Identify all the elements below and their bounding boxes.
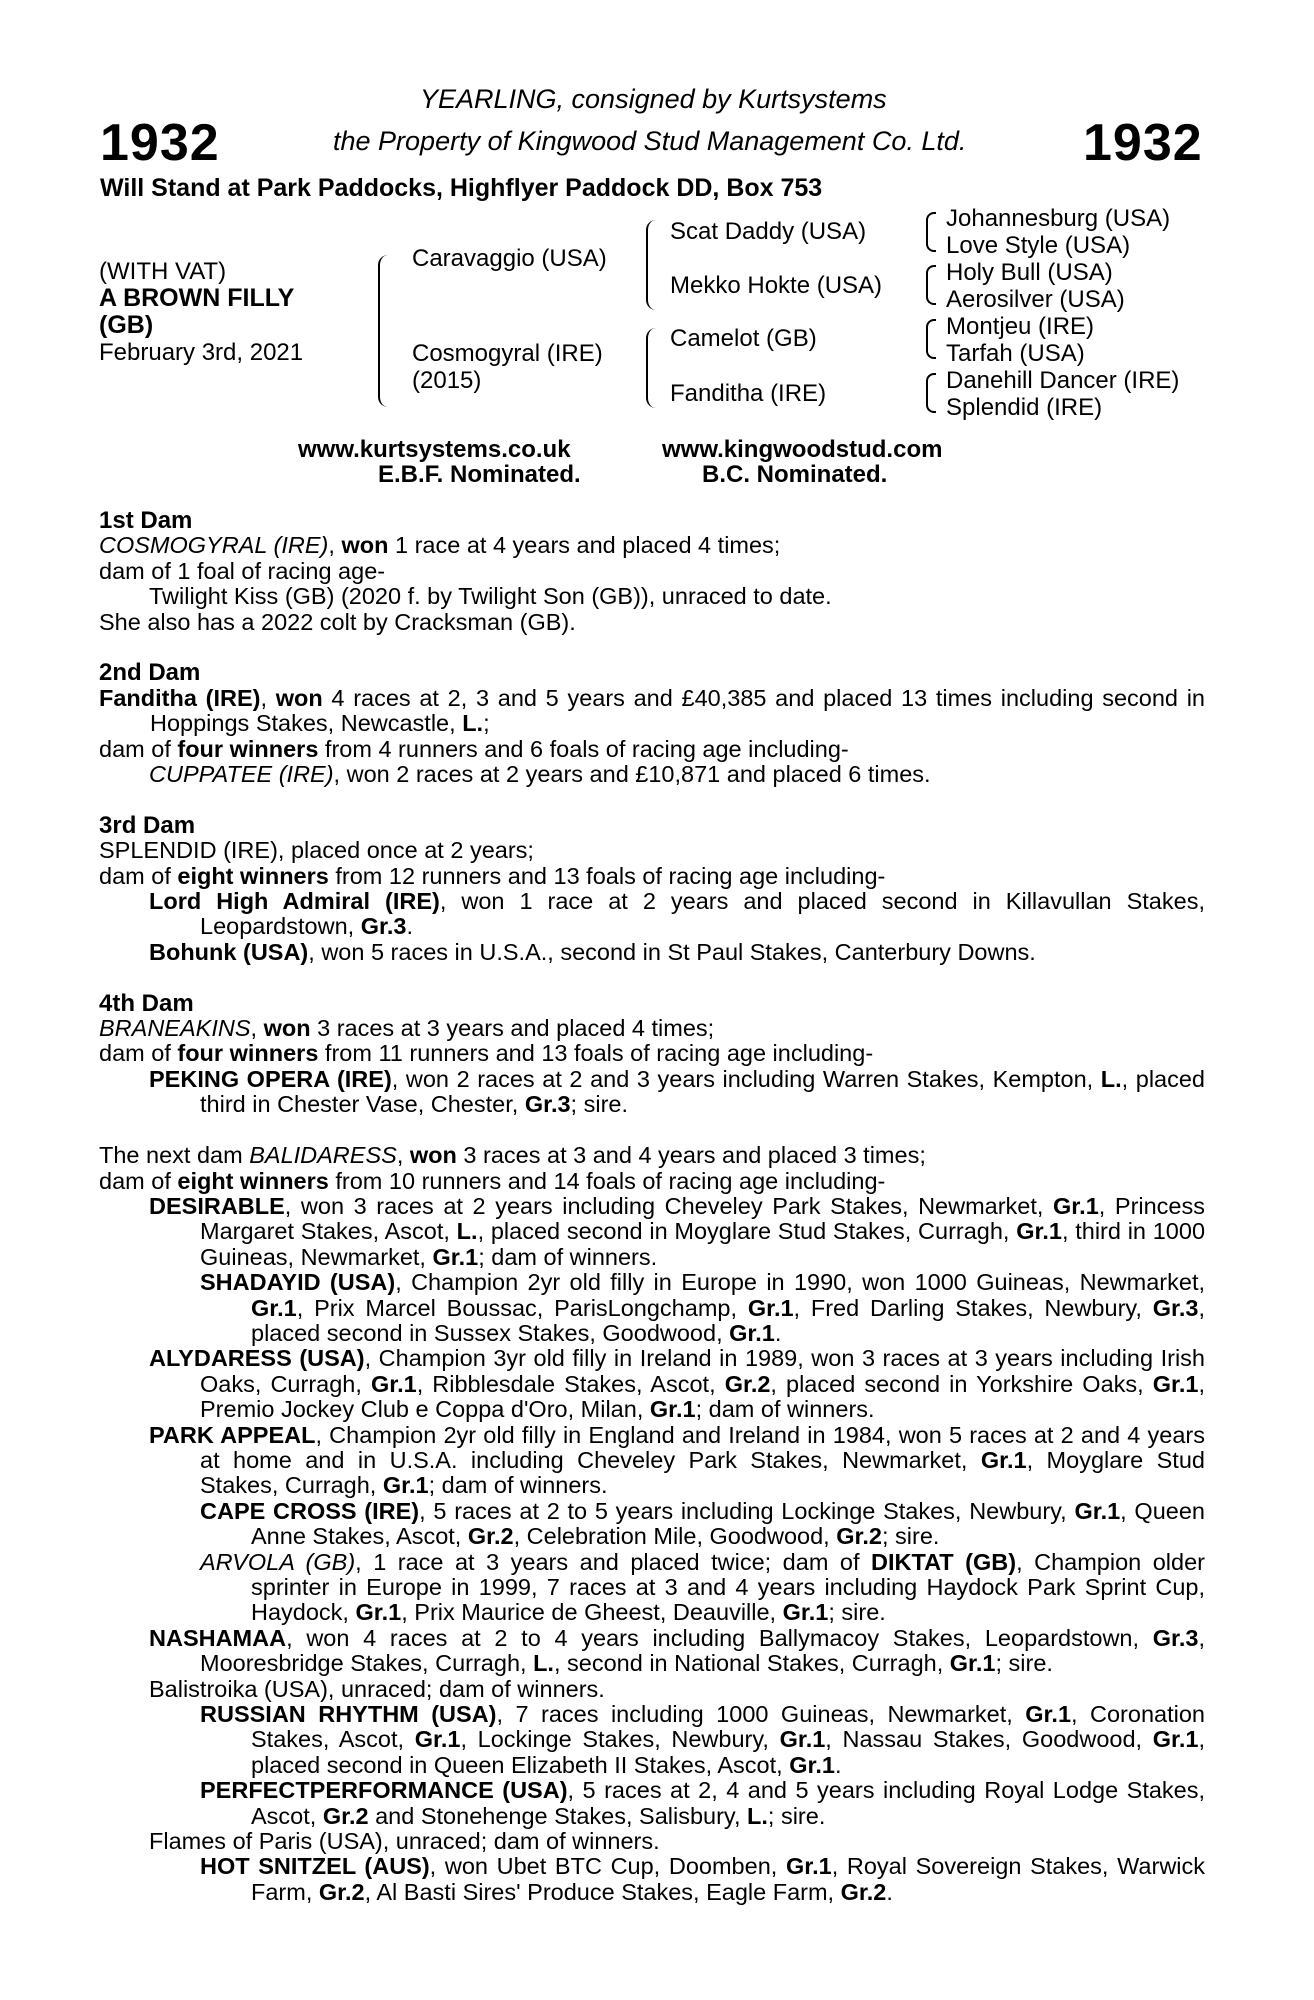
- dam-dam-name: Fanditha (IRE): [670, 380, 827, 407]
- sire-name: Caravaggio (USA): [412, 245, 607, 272]
- sire-sire-name: Scat Daddy (USA): [670, 218, 867, 245]
- grade: Gr.1: [729, 1319, 775, 1346]
- dam-name: Fanditha (IRE): [99, 684, 261, 711]
- dam-name: Cosmogyral (IRE): [412, 340, 603, 367]
- dd-sire-name: Danehill Dancer (IRE): [946, 367, 1180, 394]
- first-dam-summary: [99, 533, 1205, 558]
- property-line: the Property of Kingwood Stud Management Co. Ltd.: [333, 126, 967, 156]
- record-text: .: [834, 1751, 842, 1778]
- grade: Gr.2: [467, 1523, 514, 1550]
- horse-name: HOT SNITZEL (AUS): [200, 1853, 430, 1880]
- grade: Gr.1: [1074, 1497, 1121, 1524]
- grade: Gr.3: [1152, 1294, 1199, 1321]
- record-text: ; sire.: [767, 1802, 826, 1829]
- winners-count: eight winners: [177, 1167, 329, 1194]
- record-text: ; sire.: [828, 1599, 886, 1626]
- stud-website[interactable]: www.kingwoodstud.com: [662, 436, 943, 463]
- produce-entry-alydaress: [99, 1346, 1205, 1422]
- horse-name: SHADAYID (USA): [200, 1269, 396, 1296]
- text: dam of: [99, 1040, 178, 1067]
- produce-entry-nashamaa: [99, 1626, 1205, 1677]
- text: from 10 runners and 14 foals of racing age including-: [328, 1167, 886, 1194]
- second-dam-summary: [99, 686, 1205, 737]
- record-text: , third in 1000 Guineas, Newmarket,: [200, 1218, 1206, 1270]
- third-dam-produce: [99, 864, 1205, 889]
- text: dam of: [99, 1167, 178, 1194]
- horse-name: Lord High Admiral (IRE): [149, 888, 440, 915]
- grade: Gr.3: [1152, 1624, 1199, 1651]
- second-dam-produce: [99, 737, 1205, 762]
- ss-dam-name: Love Style (USA): [946, 232, 1131, 259]
- second-dam-heading: 2nd Dam: [99, 659, 201, 687]
- record-text: , won 2 races at 2 years and £10,871 and placed 6 times.: [333, 761, 931, 788]
- horse-name: PEKING OPERA (IRE): [149, 1065, 392, 1092]
- winners-count: four winners: [177, 735, 319, 762]
- grade: L.: [456, 1218, 478, 1245]
- record-text: , won 3 races at 2 years including Cheveley Park Stakes, Newmarket,: [284, 1192, 1054, 1219]
- record-text: , won Ubet BTC Cup, Doomben,: [429, 1853, 786, 1880]
- record-text: , Celebration Mile, Goodwood,: [513, 1523, 837, 1550]
- horse-name: DIKTAT (GB): [871, 1548, 1017, 1575]
- dam-name: BALIDARESS: [249, 1142, 397, 1169]
- record-text: , placed second in Moyglare Stud Stakes, Curragh,: [477, 1218, 1017, 1245]
- grade: Gr.1: [949, 1650, 996, 1677]
- record-text: , Moyglare Stud Stakes, Curragh,: [200, 1446, 1205, 1499]
- record-text: , Mooresbridge Stakes, Curragh,: [200, 1624, 1205, 1677]
- grade: Gr.1: [1016, 1218, 1062, 1245]
- punctuation: .: [406, 913, 413, 940]
- first-dam-foals: dam of 1 foal of racing age-: [99, 557, 386, 584]
- bc-nomination: B.C. Nominated.: [702, 461, 888, 488]
- record-text: , second in National Stakes, Curragh,: [553, 1650, 950, 1677]
- horse-name: ARVOLA (GB): [200, 1548, 356, 1575]
- produce-entry-perfectperformance: [99, 1778, 1205, 1829]
- pedigree-brace-sire: [646, 220, 658, 310]
- record-text: , won 1 race at 2 years and placed second in Killavullan Stakes, Leopardstown,: [200, 888, 1205, 940]
- produce-entry: [99, 1067, 1205, 1118]
- produce-entry-balistroika: Balistroika (USA), unraced; dam of winners.: [149, 1675, 605, 1702]
- record-text: 4 races at 2, 3 and 5 years and £40,385 and placed 13 times including second in Hoppings Stakes, Newcastle,: [150, 684, 1206, 737]
- grade: Gr.2: [322, 1802, 369, 1829]
- dd-dam-name: Splendid (IRE): [946, 394, 1103, 421]
- text: dam of: [99, 862, 178, 889]
- produce-entry-arvola: [99, 1550, 1205, 1626]
- catalogue-body: [99, 508, 1205, 1905]
- record-text: 1 race at 4 years and placed 4 times;: [388, 532, 781, 559]
- record-text: , placed second in Yorkshire Oaks,: [770, 1370, 1153, 1397]
- grade: Gr.1: [1152, 1370, 1199, 1397]
- sd-dam-name: Aerosilver (USA): [946, 286, 1125, 313]
- grade: Gr.1: [1053, 1192, 1099, 1219]
- record-text: .: [774, 1319, 782, 1346]
- sire-dam-name: Mekko Hokte (USA): [670, 272, 883, 299]
- record-text: ; dam of winners.: [428, 1472, 608, 1499]
- record-text: , Lockinge Stakes, Newbury,: [460, 1726, 780, 1753]
- grade: Gr.2: [318, 1878, 365, 1905]
- horse-name: Bohunk (USA): [149, 938, 309, 965]
- foal-entry: Twilight Kiss (GB) (2020 f. by Twilight Son (GB)), unraced to date.: [149, 583, 832, 610]
- record-text: , Fred Darling Stakes, Newbury,: [793, 1294, 1153, 1321]
- fourth-dam-summary: [99, 1016, 1205, 1041]
- grade: Gr.1: [789, 1751, 835, 1778]
- produce-entry-park-appeal: [99, 1423, 1205, 1499]
- grade: Gr.1: [779, 1726, 826, 1753]
- produce-entry-russian-rhythm: [99, 1702, 1205, 1778]
- record-text: , Nassau Stakes, Goodwood,: [825, 1726, 1153, 1753]
- record-text: and Stonehenge Stakes, Salisbury,: [368, 1802, 747, 1829]
- horse-description: A BROWN FILLY: [99, 284, 295, 312]
- consignor-website[interactable]: www.kurtsystems.co.uk: [298, 436, 571, 463]
- produce-entry-hot-snitzel: [99, 1854, 1205, 1905]
- text: from 4 runners and 6 foals of racing age including-: [318, 735, 849, 762]
- horse-name: PARK APPEAL: [149, 1421, 316, 1448]
- grade: Gr.1: [980, 1446, 1027, 1473]
- record-text: , Royal Sovereign Stakes, Warwick Farm,: [251, 1853, 1206, 1905]
- record-text: ; dam of winners.: [695, 1396, 875, 1423]
- grade: Gr.1: [782, 1599, 829, 1626]
- record-text: , Ribblesdale Stakes, Ascot,: [416, 1370, 725, 1397]
- record-text: , Princess Margaret Stakes, Ascot,: [200, 1192, 1205, 1245]
- text: The next dam: [99, 1142, 250, 1169]
- produce-entry: [99, 762, 1205, 787]
- record-text: , placed third in Chester Vase, Chester,: [200, 1065, 1205, 1118]
- vat-note: (WITH VAT): [99, 258, 227, 285]
- grade: Gr.1: [370, 1370, 417, 1397]
- produce-entry-flames-of-paris: Flames of Paris (USA), unraced; dam of winners.: [149, 1828, 660, 1855]
- winners-count: four winners: [177, 1040, 319, 1067]
- grade: Gr.2: [724, 1370, 771, 1397]
- dam-foaled-year: (2015): [412, 367, 482, 394]
- text: dam of: [99, 735, 178, 762]
- record-text: , Queen Anne Stakes, Ascot,: [251, 1497, 1205, 1550]
- record-text: , Prix Marcel Boussac, ParisLongchamp,: [296, 1294, 748, 1321]
- horse-name: RUSSIAN RHYTHM (USA): [200, 1701, 497, 1728]
- produce-entry: [99, 889, 1205, 940]
- record-text: , Prix Maurice de Gheest, Deauville,: [401, 1599, 783, 1626]
- won-label: won: [409, 1142, 457, 1169]
- grade: L.: [533, 1650, 554, 1677]
- horse-name: ALYDARESS (USA): [149, 1345, 365, 1372]
- grade: Gr.3: [360, 913, 407, 940]
- lot-number-right: 1932: [1083, 114, 1203, 172]
- record-text: ; sire.: [570, 1091, 629, 1118]
- record-text: 3 races at 3 and 4 years and placed 3 times;: [456, 1142, 926, 1169]
- record-text: ; dam of winners.: [478, 1243, 658, 1270]
- pedigree-brace-ss: [926, 212, 936, 252]
- horse-name: CUPPATEE (IRE): [149, 761, 334, 788]
- grade: L.: [1100, 1065, 1122, 1092]
- pedigree-brace-ds: [926, 319, 936, 359]
- horse-name: CAPE CROSS (IRE): [200, 1497, 420, 1524]
- pedigree-brace-sd: [926, 265, 936, 305]
- ds-dam-name: Tarfah (USA): [946, 340, 1085, 367]
- pedigree-brace-dd: [926, 373, 936, 413]
- grade: Gr.1: [382, 1472, 429, 1499]
- grade: Gr.1: [1025, 1701, 1072, 1728]
- separator: ,: [260, 684, 276, 711]
- record-text: , Champion 2yr old filly in Europe in 1990, won 1000 Guineas, Newmarket,: [395, 1269, 1205, 1296]
- record-text: 3 races at 3 years and placed 4 times;: [310, 1015, 715, 1042]
- grade: Gr.1: [649, 1396, 696, 1423]
- ebf-nomination: E.B.F. Nominated.: [378, 461, 581, 488]
- first-dam-note: She also has a 2022 colt by Cracksman (GB).: [99, 608, 576, 635]
- won-label: won: [275, 684, 323, 711]
- record-text: , Premio Jockey Club e Coppa d'Oro, Milan,: [200, 1370, 1206, 1423]
- record-text: ; sire.: [995, 1650, 1053, 1677]
- record-text: .: [886, 1878, 893, 1905]
- grade: Gr.1: [747, 1294, 794, 1321]
- record-text: , placed second in Queen Elizabeth II Stakes, Ascot,: [251, 1726, 1205, 1778]
- next-dam-produce: [99, 1169, 1205, 1194]
- third-dam-heading: 3rd Dam: [99, 811, 196, 839]
- dam-sire-name: Camelot (GB): [670, 325, 817, 352]
- record-text: , Coronation Stakes, Ascot,: [251, 1701, 1205, 1753]
- produce-entry: [99, 940, 1205, 965]
- record-text: , 5 races at 2 to 5 years including Lockinge Stakes, Newbury,: [419, 1497, 1075, 1524]
- lot-number-left: 1932: [100, 114, 220, 172]
- record-text: , 7 races including 1000 Guineas, Newmarket,: [496, 1701, 1026, 1728]
- grade: L.: [462, 710, 484, 737]
- stand-location: Will Stand at Park Paddocks, Highflyer Paddock DD, Box 753: [100, 174, 823, 202]
- dam-name: BRANEAKINS: [99, 1015, 251, 1042]
- separator: ,: [396, 1142, 410, 1169]
- won-label: won: [341, 532, 389, 559]
- grade: Gr.1: [355, 1599, 402, 1626]
- record-text: , won 5 races in U.S.A., second in St Paul Stakes, Canterbury Downs.: [308, 938, 1036, 965]
- dam-name: COSMOGYRAL (IRE): [99, 532, 329, 559]
- record-text: , Champion older sprinter in Europe in 1999, 7 races at 3 and 4 years including Haydock Park Sprint Cup, Haydock,: [251, 1548, 1205, 1626]
- grade: L.: [747, 1802, 768, 1829]
- grade: Gr.1: [785, 1853, 832, 1880]
- separator: ,: [328, 532, 342, 559]
- consignor-line: YEARLING, consigned by Kurtsystems: [420, 84, 887, 114]
- grade: Gr.2: [840, 1878, 887, 1905]
- fourth-dam-produce: [99, 1041, 1205, 1066]
- pedigree-brace-main: [378, 255, 392, 407]
- record-text: , Champion 3yr old filly in Ireland in 1989, won 3 races at 3 years including Irish Oaks, Curragh,: [200, 1345, 1206, 1397]
- produce-entry-desirable: [99, 1194, 1205, 1270]
- winners-count: eight winners: [177, 862, 329, 889]
- first-dam-heading: 1st Dam: [99, 507, 193, 534]
- pedigree-brace-dam: [646, 328, 658, 408]
- next-dam-summary: [99, 1143, 1205, 1168]
- record-text: , 1 race at 3 years and placed twice; dam of: [355, 1548, 871, 1575]
- grade: Gr.2: [836, 1523, 882, 1550]
- record-text: ; sire.: [881, 1523, 940, 1550]
- record-text: , Al Basti Sires' Produce Stakes, Eagle Farm,: [364, 1878, 841, 1905]
- grade: Gr.1: [432, 1243, 479, 1270]
- won-label: won: [263, 1015, 311, 1042]
- grade: Gr.1: [251, 1294, 297, 1321]
- fourth-dam-heading: 4th Dam: [99, 989, 194, 1017]
- sd-sire-name: Holy Bull (USA): [946, 259, 1113, 286]
- horse-name: NASHAMAA: [149, 1624, 287, 1651]
- grade: Gr.3: [524, 1091, 571, 1118]
- grade: Gr.1: [414, 1726, 461, 1753]
- record-text: , 5 races at 2, 4 and 5 years including Royal Lodge Stakes, Ascot,: [251, 1777, 1206, 1829]
- horse-name: DESIRABLE: [149, 1192, 285, 1219]
- punctuation: ;: [483, 710, 490, 737]
- text: from 11 runners and 13 foals of racing age including-: [318, 1040, 874, 1067]
- record-text: , placed second in Sussex Stakes, Goodwood,: [251, 1294, 1206, 1346]
- date-of-birth: February 3rd, 2021: [99, 339, 304, 366]
- text: from 12 runners and 13 foals of racing age including-: [328, 862, 886, 889]
- separator: ,: [250, 1015, 264, 1042]
- grade: Gr.1: [1152, 1726, 1199, 1753]
- ds-sire-name: Montjeu (IRE): [946, 313, 1095, 340]
- horse-name: PERFECTPERFORMANCE (USA): [200, 1777, 568, 1804]
- record-text: , Champion 2yr old filly in England and Ireland in 1984, won 5 races at 2 and 4 years at home and in U.S.A. including Cheveley Park Stakes, Newmarket,: [200, 1421, 1205, 1473]
- third-dam-summary: SPLENDID (IRE), placed once at 2 years;: [99, 837, 534, 864]
- produce-entry-cape-cross: [99, 1499, 1205, 1550]
- record-text: , won 4 races at 2 to 4 years including Ballymacoy Stakes, Leopardstown,: [286, 1624, 1153, 1651]
- ss-sire-name: Johannesburg (USA): [946, 205, 1171, 232]
- record-text: , won 2 races at 2 and 3 years including Warren Stakes, Kempton,: [391, 1065, 1101, 1092]
- produce-entry-shadayid: [99, 1270, 1205, 1346]
- horse-country: (GB): [99, 311, 154, 339]
